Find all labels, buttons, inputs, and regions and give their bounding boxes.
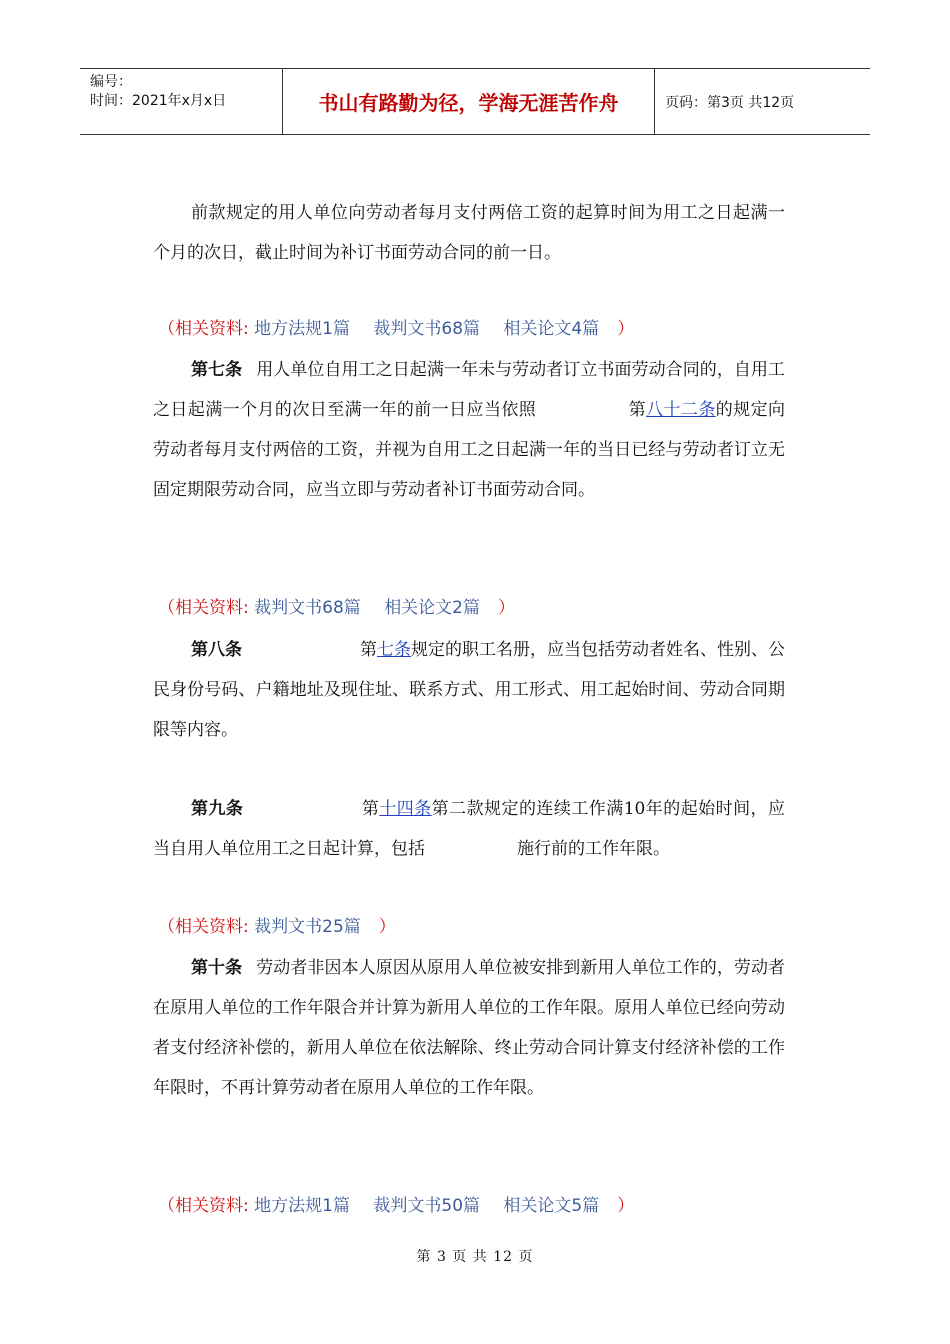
header-page-info: 页码：第3页 共12页 — [665, 94, 795, 111]
related-link[interactable]: 裁判文书50篇 — [373, 1196, 481, 1216]
related-link[interactable]: 相关论文5篇 — [503, 1196, 600, 1216]
header-time: 时间：2021年x月x日 — [90, 93, 227, 109]
related-link[interactable]: 相关论文2篇 — [384, 598, 481, 618]
article-8-title: 第八条 — [191, 640, 242, 660]
article-7 — [153, 350, 785, 510]
article-8-text: 规定的职工名册，应当包括劳动者姓名、性别、公民身份号码、户籍地址及现住址、联系方式、用工形式、用工起始时间、劳动合同期限等内容。 — [153, 640, 785, 740]
related-materials-4 — [158, 1194, 634, 1218]
related-open-paren: （ — [158, 917, 175, 937]
related-close-paren: ） — [617, 1196, 635, 1216]
related-open-paren: （ — [158, 598, 175, 618]
article-82-link[interactable]: 八十二条 — [646, 400, 716, 420]
related-materials-1 — [158, 317, 634, 341]
related-link[interactable]: 裁判文书68篇 — [373, 319, 481, 339]
article-10-text: 劳动者非因本人原因从原用人单位被安排到新用人单位工作的，劳动者在原用人单位的工作年限合并计算为新用人单位的工作年限。原用人单位已经向劳动者支付经济补偿的，新用人单位在依法解除、终止劳动合同计算支付经济补偿的工作年限时，不再计算劳动者在原用人单位的工作年限。 — [153, 958, 786, 1098]
paragraph-start-date: 前款规定的用人单位向劳动者每月支付两倍工资的起算时间为用工之日起满一个月的次日，截止时间为补订书面劳动合同的前一日。 — [153, 203, 785, 263]
related-label: 相关资料: — [175, 1196, 249, 1216]
article-10-title: 第十条 — [191, 958, 243, 978]
related-materials-2 — [158, 596, 515, 620]
article-9-title: 第九条 — [191, 799, 244, 819]
header-meta — [80, 69, 282, 134]
article-9-di: 第 — [361, 799, 380, 819]
article-9-text-a: 第二款规定的连续工作满10年的起始时间，应当自用人单位用工之日起计算，包括 — [153, 799, 786, 859]
related-link[interactable]: 裁判文书68篇 — [254, 598, 361, 618]
article-14-link[interactable]: 十四条 — [379, 799, 432, 819]
article-7-text-b: 的规定向劳动者每月支付两倍的工资，并视为自用工之日起满一年的当日已经与劳动者订立无固定期限劳动合同，应当立即与劳动者补订书面劳动合同。 — [153, 400, 786, 500]
related-link[interactable]: 地方法规1篇 — [254, 319, 350, 339]
related-materials-3 — [158, 915, 396, 939]
related-close-paren: ） — [617, 319, 635, 339]
article-8-di: 第 — [360, 640, 377, 660]
article-7-title: 第七条 — [191, 360, 243, 380]
article-9 — [153, 789, 785, 869]
related-close-paren: ） — [378, 917, 396, 937]
related-label: 相关资料: — [175, 917, 249, 937]
related-close-paren: ） — [498, 598, 516, 618]
article-10 — [153, 948, 785, 1108]
document-header — [80, 68, 870, 135]
article-9-text-b: 施行前的工作年限。 — [517, 839, 670, 859]
related-open-paren: （ — [158, 319, 175, 339]
article-7-di: 第 — [628, 400, 647, 420]
article-7-link[interactable]: 七条 — [377, 640, 411, 660]
header-number: 编号： — [90, 74, 132, 90]
related-label: 相关资料: — [175, 319, 249, 339]
article-7-text-a: 用人单位自用工之日起满一年未与劳动者订立书面劳动合同的，自用工之日起满一个月的次日至满一年的前一日应当依照 — [153, 360, 786, 420]
header-motto: 书山有路勤为径，学海无涯苦作舟 — [282, 69, 655, 134]
related-link[interactable]: 相关论文4篇 — [503, 319, 600, 339]
related-label: 相关资料: — [175, 598, 249, 618]
article-8 — [153, 630, 785, 750]
related-link[interactable]: 裁判文书25篇 — [254, 917, 361, 937]
related-link[interactable]: 地方法规1篇 — [254, 1196, 350, 1216]
page-footer: 第 3 页 共 12 页 — [416, 1249, 534, 1265]
related-open-paren: （ — [158, 1196, 175, 1216]
